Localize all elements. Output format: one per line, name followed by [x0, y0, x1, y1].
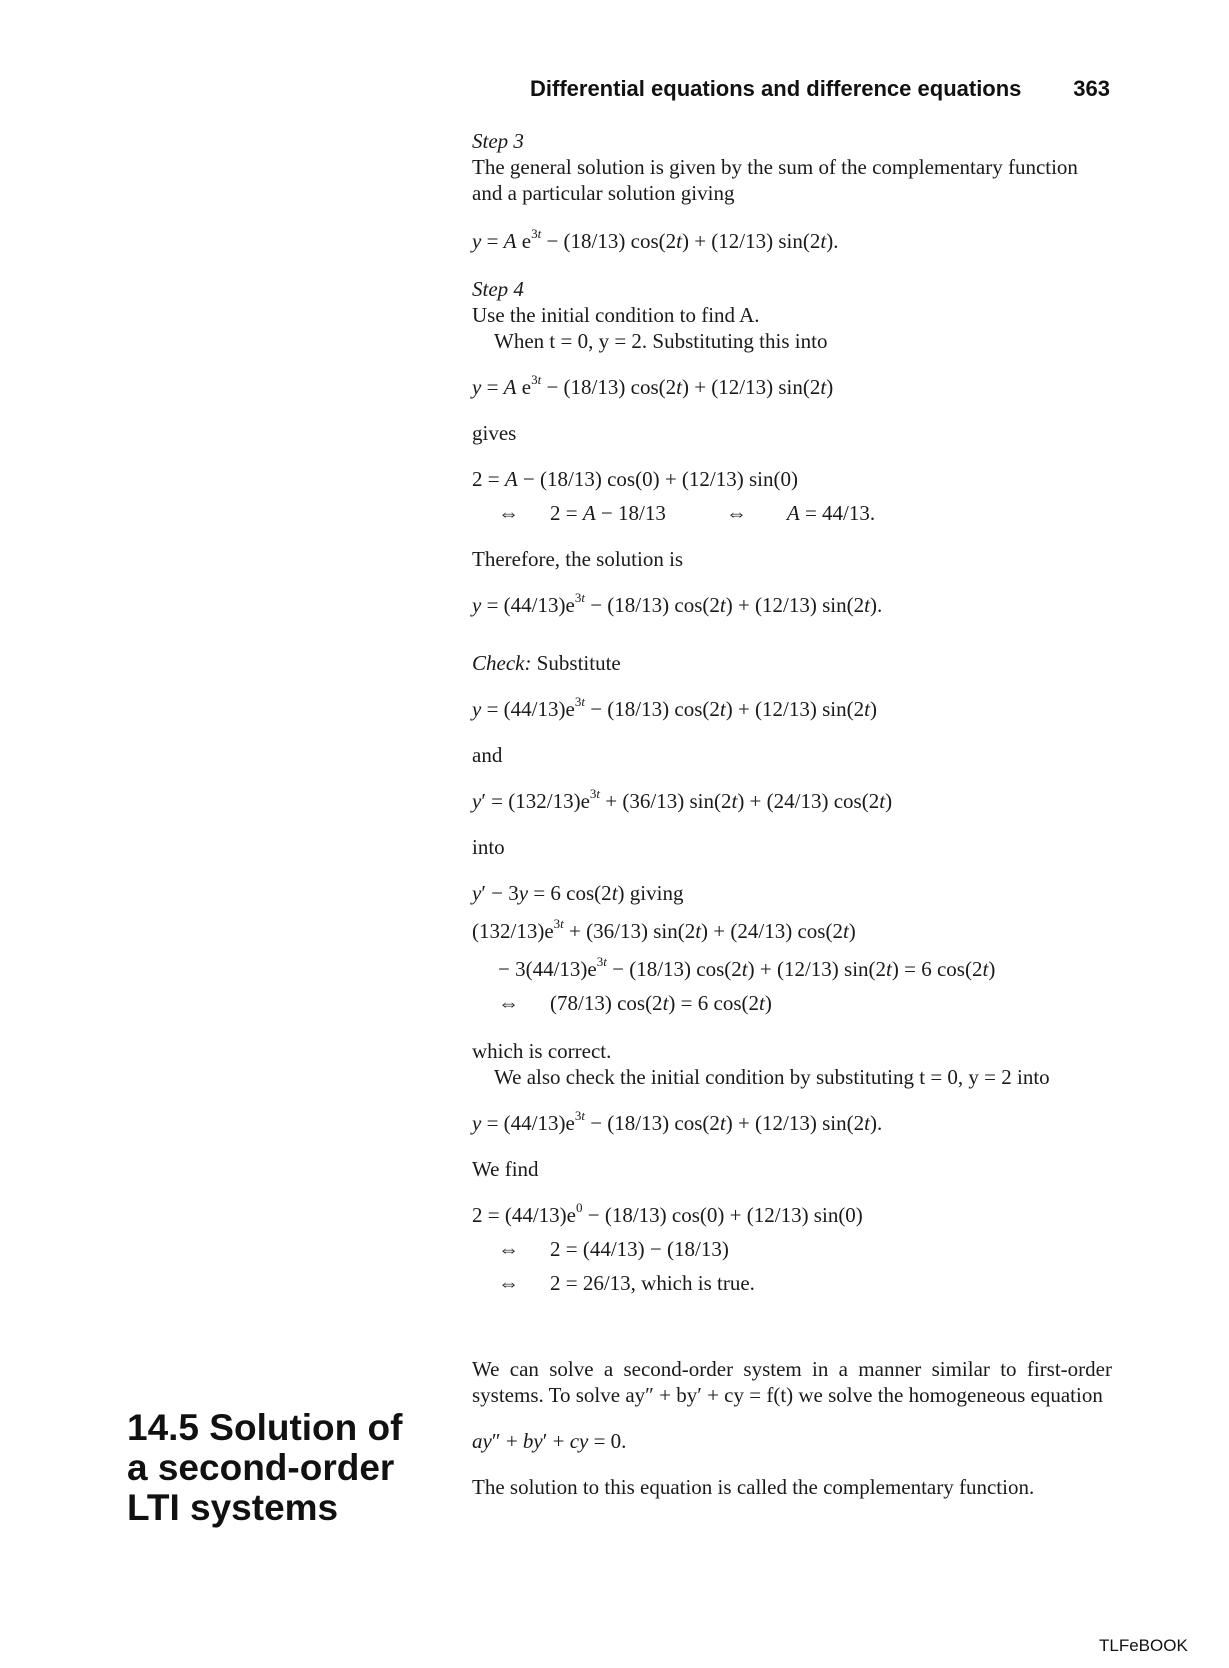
and-text: and — [472, 743, 503, 767]
running-header — [530, 76, 1110, 102]
check-substitute: Substitute — [536, 651, 621, 675]
check-label: Check: — [472, 651, 532, 675]
equation-homogeneous: ay″ + by′ + cy = 0. — [472, 1429, 627, 1453]
section-heading — [127, 1408, 437, 1528]
main-content — [472, 128, 1112, 1500]
also-check-text: We also check the initial condition by substituting t = 0, y = 2 into — [494, 1065, 1050, 1089]
equation-substitute: y = A $e^{3t} - (18/13) \cos(2t) + (12/13)$ sin(2t) — [472, 372, 834, 399]
equation-verify-line2: ⇔ 2 = (44/13) − (18/13) — [498, 1237, 729, 1261]
equation-ode: y′ − 3y = 6 cos(2t) giving — [472, 881, 684, 905]
equation-verify-line3: ⇔ 2 = 26/13, which is true. — [498, 1271, 755, 1295]
equation-general-solution: y = A $e^{3t} - (18/13) \cos(2t) + (12/13)$ sin(2t). — [472, 226, 839, 253]
equation-derivative: $y' = (132/13)e^{3t} + (36/13) \sin(2t) + (24/13)$ cos(2t) — [472, 786, 893, 813]
into-text: into — [472, 835, 505, 859]
section-heading-line1: 14.5 Solution of — [127, 1407, 403, 1448]
we-find-text: We find — [472, 1157, 539, 1181]
therefore-text: Therefore, the solution is — [472, 547, 684, 571]
gives-text: gives — [472, 421, 517, 445]
correct-text: which is correct. — [472, 1039, 612, 1063]
equation-check-line3: ⇔ (78/13) cos(2t) = 6 cos(2t) — [498, 991, 772, 1015]
equation-initial: 2 = A − (18/13) cos(0) + (12/13) sin(0) — [472, 467, 798, 491]
check-text — [472, 650, 1112, 676]
equation-solution: $y = (44/13)e^{3t} - (18/13) \cos(2t) + (12/13)$ sin(2t). — [472, 590, 883, 617]
section-heading-line2: a second-order — [127, 1447, 395, 1488]
equation-solution-repeat: $y = (44/13)e^{3t} - (18/13) \cos(2t) + (12/13)$ sin(2t). — [472, 1108, 883, 1135]
equation-check-line2: − $3(44/13)e^{3t} - (18/13) \cos(2t) + (12/13) \sin(2t) = 6$ cos(2t) — [498, 954, 996, 981]
equation-check-y: $y = (44/13)e^{3t} - (18/13) \cos(2t) + (12/13)$ sin(2t) — [472, 694, 877, 721]
equation-solve-a: ⇔ 2 = A − 18/13 ⇔ A = 44/13. — [498, 501, 876, 525]
step3-text: The general solution is given by the sum of the complementary function and a particular solution giving — [472, 155, 1078, 205]
equation-verify-line1: $2 = (44/13)e^0 - (18/13) \cos(0) + (12/13)$ sin(0) — [472, 1200, 863, 1227]
step3-label: Step 3 — [472, 129, 524, 153]
equation-check-line1: $(132/13)e^{3t} + (36/13) \sin(2t) + (24/13)$ cos(2t) — [472, 916, 856, 943]
section-heading-line3: LTI systems — [127, 1487, 339, 1528]
footer-watermark: TLFeBOOK — [1099, 1636, 1188, 1655]
step4-label: Step 4 — [472, 277, 524, 301]
page-number: 363 — [1073, 76, 1110, 101]
step4-text2: When t = 0, y = 2. Substituting this into — [494, 329, 828, 353]
section-intro-text: We can solve a second-order system in a manner similar to first-order systems. To solve ay″ + by′ + cy = f(t) we solve the homogeneous equation — [472, 1357, 1112, 1407]
header-title: Differential equations and difference equations — [530, 76, 1022, 101]
step4-text1: Use the initial condition to find A. — [472, 303, 760, 327]
final-text: The solution to this equation is called the complementary function. — [472, 1475, 1035, 1499]
